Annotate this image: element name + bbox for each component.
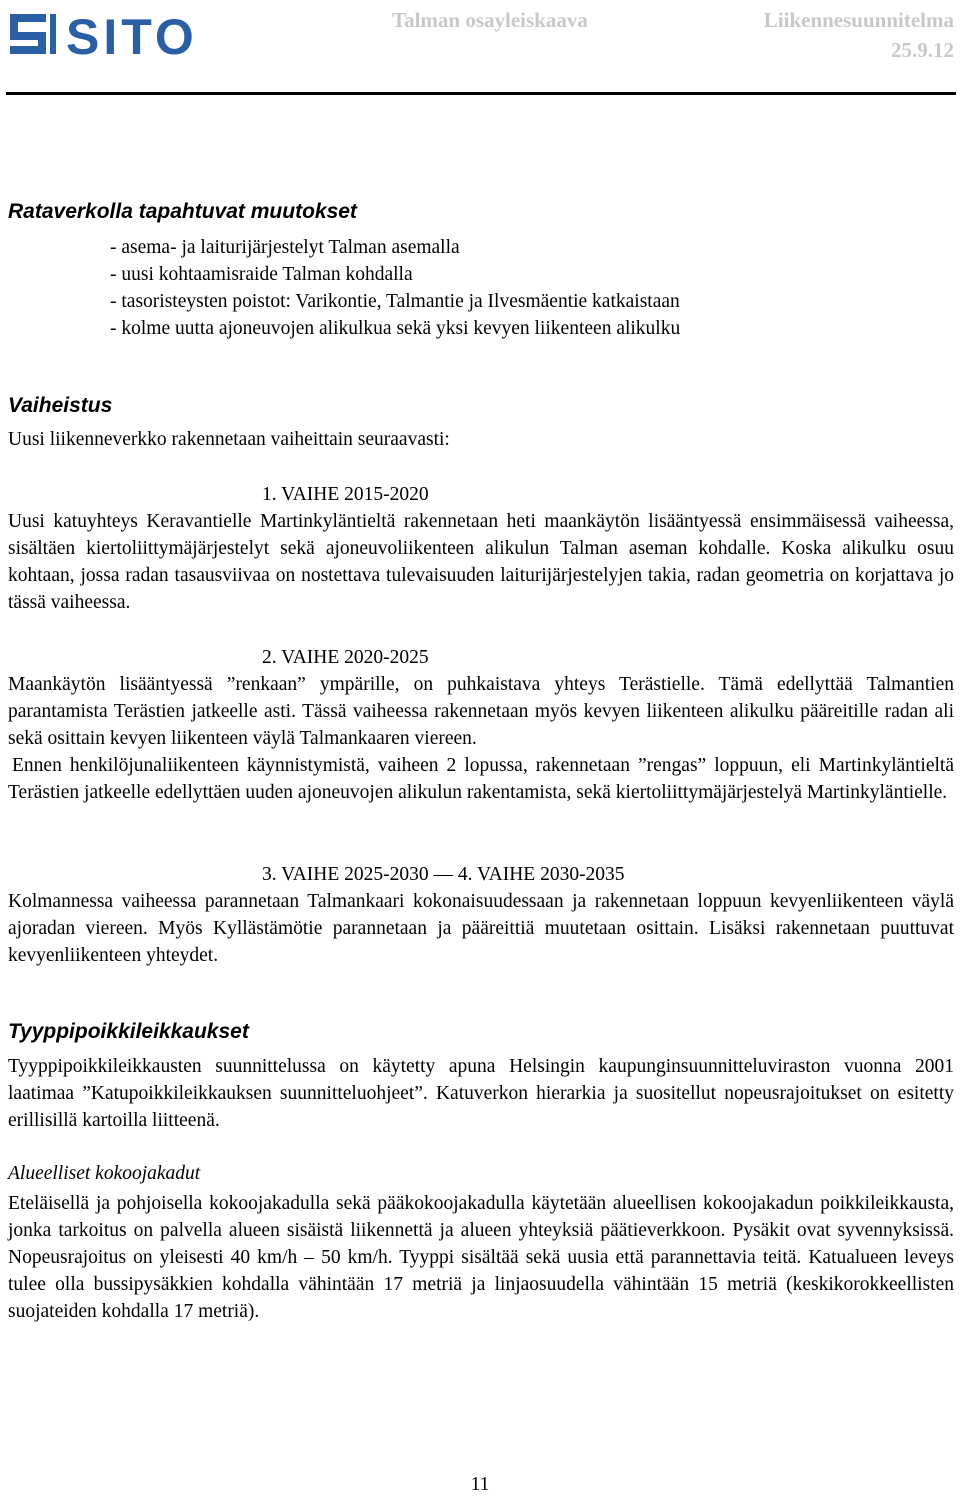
list-item: - asema- ja laiturijärjestelyt Talman asemalla (110, 237, 460, 258)
section-heading-tyyppipoikkileikkaukset: Tyyppipoikkileikkaukset (8, 1020, 249, 1043)
sito-logo (6, 6, 232, 62)
brand-name: SITO (66, 9, 198, 62)
alueelliset-text: Eteläisellä ja pohjoisella kokoojakadulla sekä pääkokoojakadulla käytetään alueellisen kokoojakadun poikkileikkausta, jonka tarkoitus on palvella alueen sisäistä liikennettä ja alueen yhteyksiä päätieverkkoon. Pysäkit ovat syvennyksissä. Nopeusrajoitus on yleisesti 40 km/h – 50 km/h. Tyyppi sisältää sekä uusia että parannettavia teitä. Katualueen leveys tulee olla bussipysäkkien kohdalla vähintään 17 metriä ja linjaosuudella vähintään 15 metriä (keskikorokkeellisten suojateiden kohdalla 17 metriä). (8, 1193, 954, 1322)
sub-heading-alueelliset: Alueelliset kokoojakadut (8, 1163, 201, 1184)
phase-1-title: 1. VAIHE 2015-2020 (262, 484, 429, 505)
header-divider (6, 92, 956, 95)
phase-2-text-b: Ennen henkilöjunaliikenteen käynnistymistä, vaiheen 2 lopussa, rakennetaan ”rengas” loppuun, eli Martinkyläntieltä Terästien jatkeelle edellyttäen uuden ajoneuvojen alikulun rakentamista, sekä kiertoliittymäjärjestelyä Martinkyläntielle. (8, 755, 954, 803)
section-heading-rataverkko: Rataverkolla tapahtuvat muutokset (8, 200, 357, 223)
page-number: 11 (470, 1474, 490, 1495)
tyyppi-text: Tyyppipoikkileikkausten suunnittelussa on käytetty apuna Helsingin kaupunginsuunnitteluviraston vuonna 2001 laatimaa ”Katupoikkileikkauksen suunnitteluohjeet”. Katuverkon hierarkia ja suositellut nopeusrajoitukset on esitetty erillisillä kartoilla liitteenä. (8, 1056, 954, 1131)
phase-1-text: Uusi katuyhteys Keravantielle Martinkyläntieltä rakennetaan heti maankäytön lisääntyessä ensimmäisessä vaiheessa, sisältäen kiertoliittymäjärjestelyt sekä ajoneuvoliikenteen alikulun Talman aseman kohdalle. Koska alikulku osuu kohtaan, jossa radan tasausviivaa on nostettava tulevaisuuden laiturijärjestelyjen takia, radan geometria on korjattava jo tässä vaiheessa. (8, 511, 954, 613)
list-item: - kolme uutta ajoneuvojen alikulkua sekä yksi kevyen liikenteen alikulku (110, 318, 681, 339)
section-heading-vaiheistus: Vaiheistus (8, 394, 113, 417)
header-date: 25.9.12 (891, 38, 954, 62)
phase-3-4-title: 3. VAIHE 2025-2030 — 4. VAIHE 2030-2035 (262, 864, 625, 885)
phase-3-4-text: Kolmannessa vaiheessa parannetaan Talmankaari kokonaisuudessaan ja rakennetaan loppuun kevyenliikenteen väylä ajoradan viereen. Myös Kyllästämötie parannetaan ja pääreittiä muutetaan osittain. Lisäksi rakennetaan puuttuvat kevyenliikenteen yhteydet. (8, 891, 954, 966)
phase-2-title: 2. VAIHE 2020-2025 (262, 647, 429, 668)
header-title-left: Talman osayleiskaava (392, 8, 588, 32)
list-item: - uusi kohtaamisraide Talman kohdalla (110, 264, 413, 285)
phase-2-text-a: Maankäytön lisääntyessä ”renkaan” ympärille, on puhkaistava yhteys Terästielle. Tämä edellyttää Talmantien parantamista Terästien jatkeelle asti. Tässä vaiheessa rakennetaan myös kevyen liikenteen alikulku pääreitille radan ali sekä osittain kevyen liikenteen väylä Talmankaaren viereen. (8, 674, 954, 749)
vaiheistus-intro: Uusi liikenneverkko rakennetaan vaiheittain seuraavasti: (8, 429, 450, 450)
header-title-right: Liikennesuunnitelma (763, 8, 954, 32)
list-item: - tasoristeysten poistot: Varikontie, Talmantie ja Ilvesmäentie katkaistaan (110, 291, 680, 312)
